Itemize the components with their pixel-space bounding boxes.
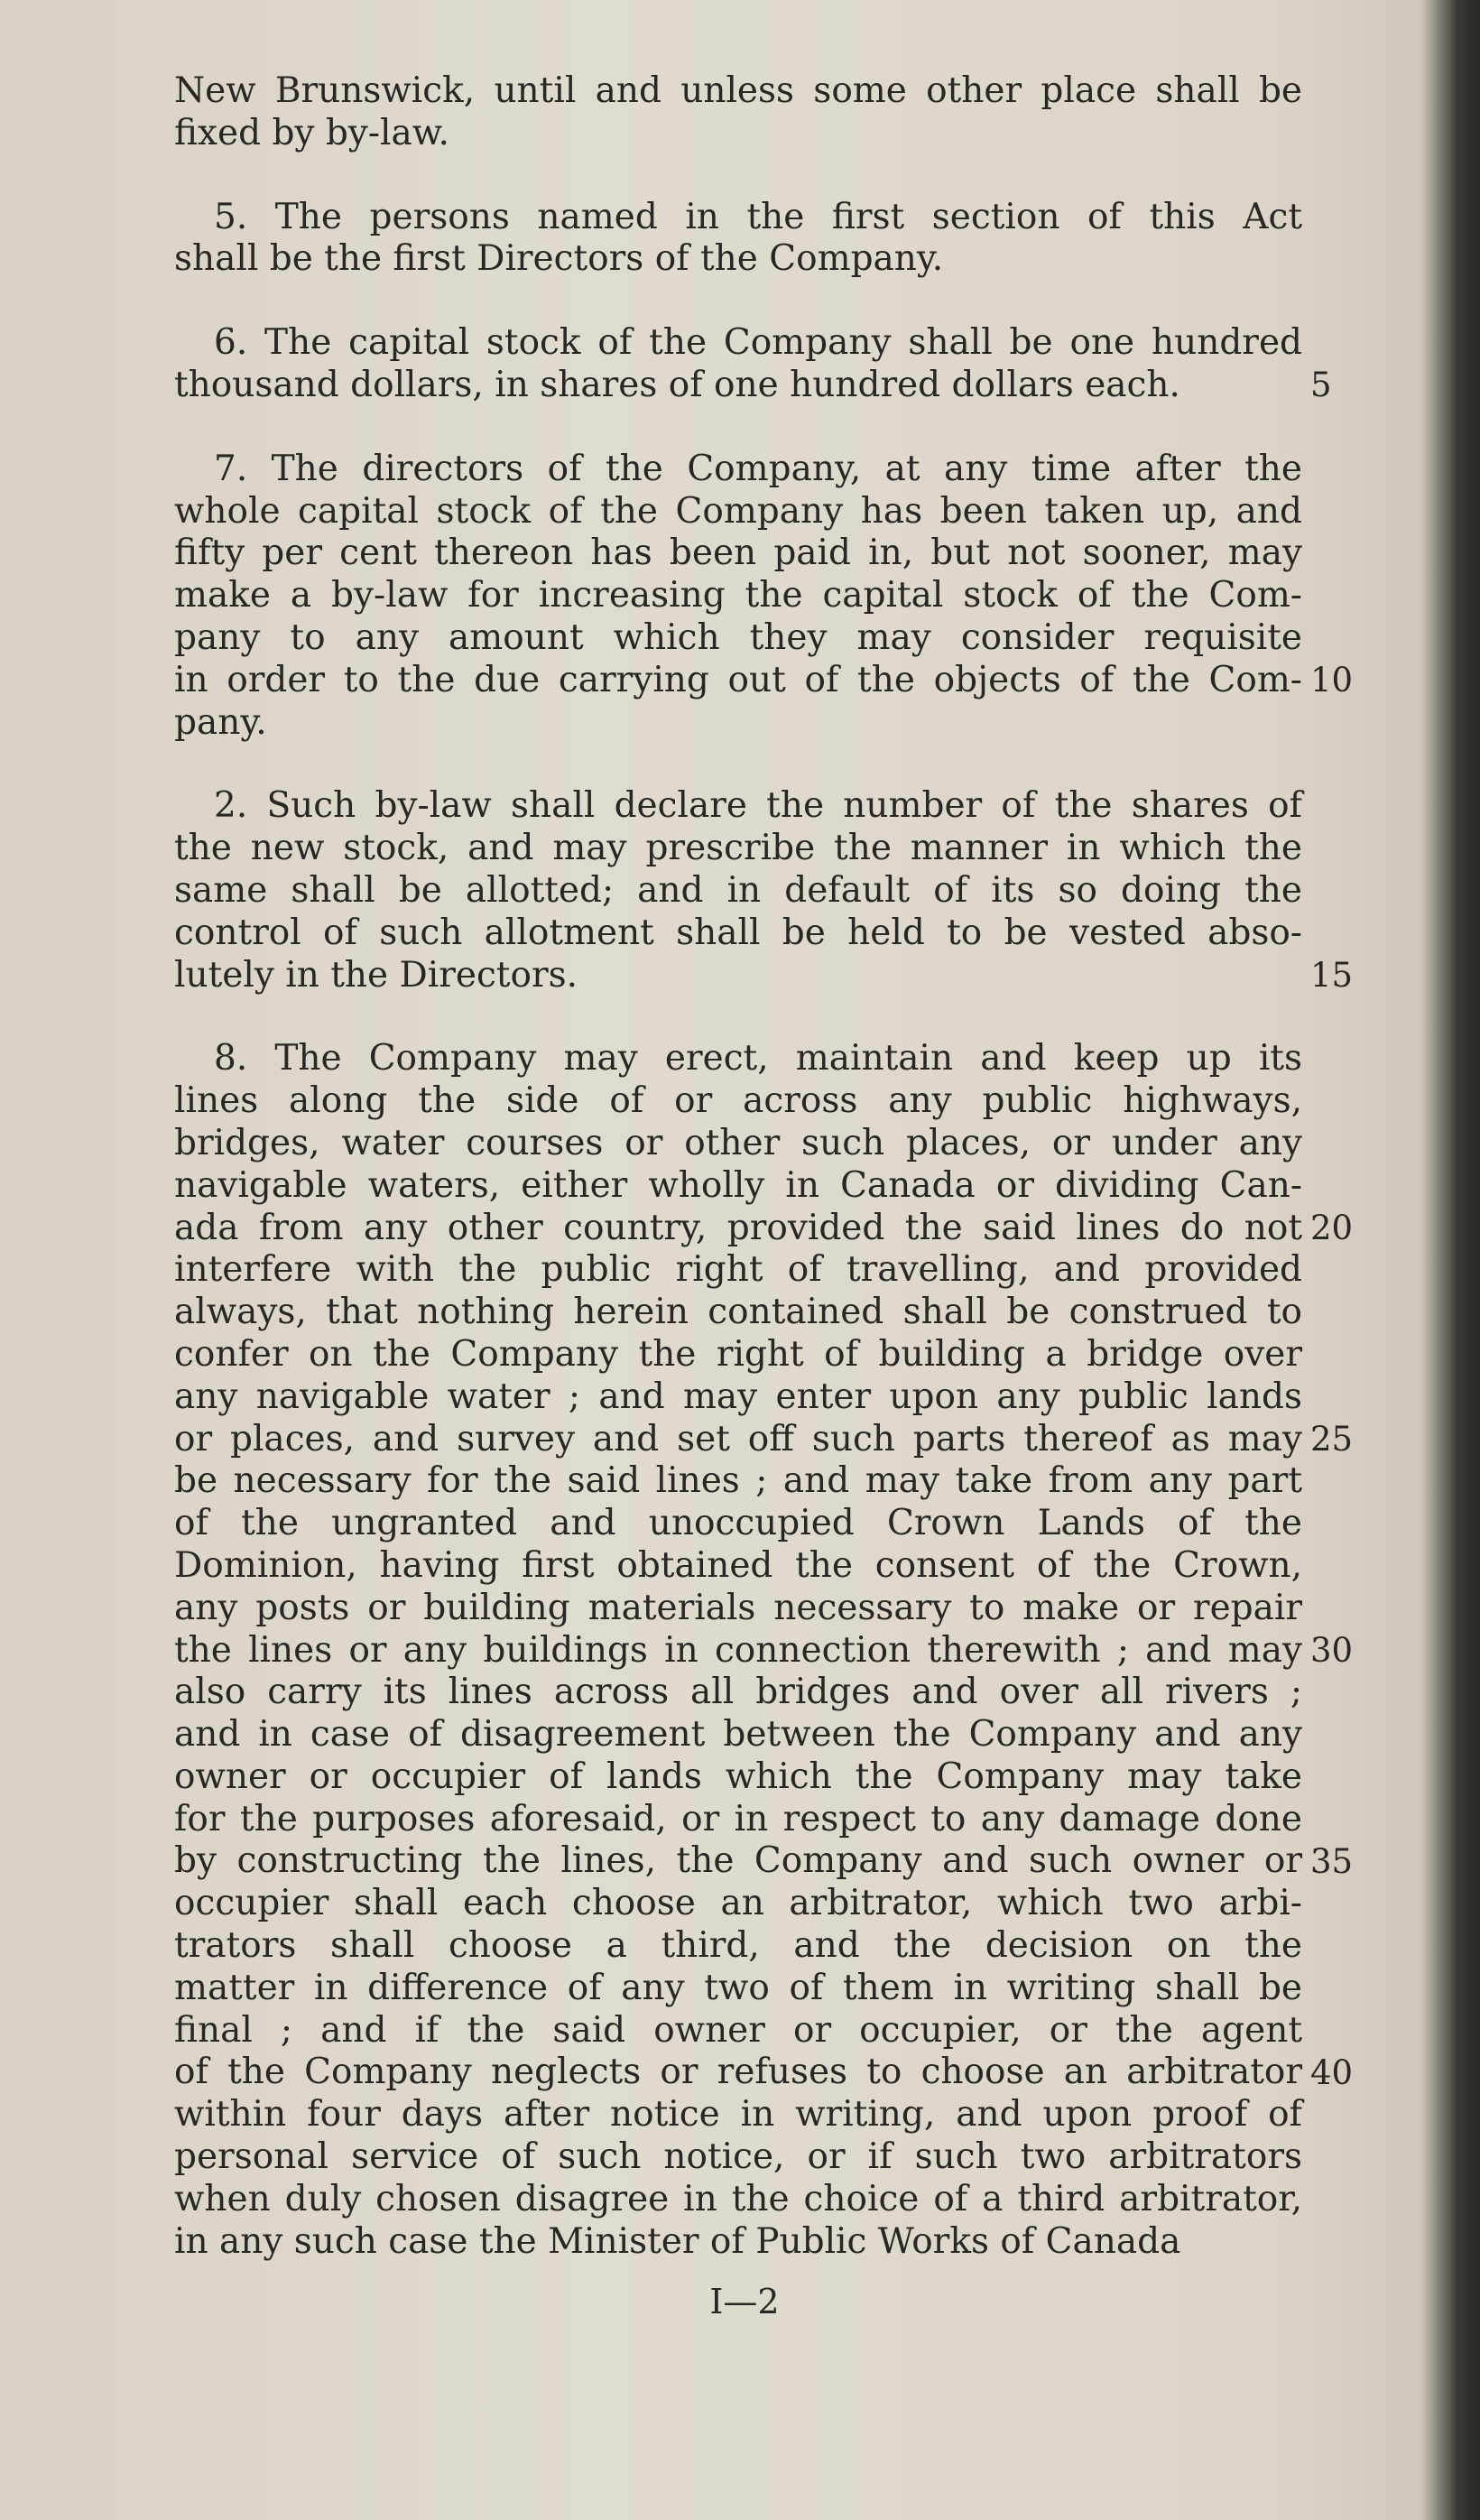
text-line: confer on the Company the right of building a bridge over — [174, 1333, 1302, 1375]
text-line: bridges, water courses or other such places, or under any — [174, 1122, 1302, 1163]
text-line: interfere with the public right of travelling, and provided — [174, 1249, 1302, 1291]
line-number: 10 — [1310, 660, 1354, 699]
text-line: navigable waters, either wholly in Canada or dividing Can- — [174, 1164, 1302, 1206]
text-line: trators shall choose a third, and the decision on the — [174, 1925, 1302, 1967]
text-line: lines along the side of or across any public highways, — [174, 1080, 1302, 1122]
text-line: within four days after notice in writing, and upon proof of — [174, 2094, 1302, 2136]
text-line: lutely in the Directors. — [174, 954, 578, 996]
line-number: 40 — [1310, 2052, 1354, 2092]
paragraph-gap — [174, 407, 1302, 449]
text-line: 2. Such by-law shall declare the number of the shares of — [214, 785, 1302, 827]
line-number: 15 — [1310, 955, 1354, 995]
text-line: same shall be allotted; and in default of its so doing the — [174, 869, 1302, 911]
text-line: 5. The persons named in the first section of this Act — [214, 196, 1302, 237]
text-line: for the purposes aforesaid, or in respect to any damage done — [174, 1798, 1302, 1839]
text-line: any navigable water ; and may enter upon any public lands — [174, 1376, 1302, 1417]
text-line: pany. — [174, 701, 267, 743]
paragraph-section-7 — [174, 449, 1302, 745]
text-line: control of such allotment shall be held to be vested abso- — [174, 912, 1302, 953]
text-line: always, that nothing herein contained shall be construed to — [174, 1292, 1302, 1333]
text-line: 6. The capital stock of the Company shall be one hundred — [214, 322, 1302, 364]
body-text — [174, 70, 1302, 2263]
text-line: Dominion, having first obtained the consent of the Crown, — [174, 1544, 1302, 1586]
text-line: fixed by by-law. — [174, 112, 449, 153]
text-line: whole capital stock of the Company has been taken up, and — [174, 490, 1302, 532]
text-line: shall be the first Directors of the Company. — [174, 238, 944, 280]
paragraph-gap — [174, 996, 1302, 1038]
text-line: by constructing the lines, the Company and such owner or — [174, 1840, 1302, 1882]
folio-signature: I—2 — [709, 2282, 780, 2321]
text-line: make a by-law for increasing the capital stock of the Com- — [174, 575, 1302, 616]
paragraph-gap — [174, 281, 1302, 322]
text-line: or places, and survey and set off such parts thereof as may — [174, 1418, 1302, 1459]
text-line: final ; and if the said owner or occupier, or the agent — [174, 2009, 1302, 2051]
text-line: occupier shall each choose an arbitrator, which two arbi- — [174, 1883, 1302, 1924]
line-number: 20 — [1310, 1208, 1354, 1247]
paragraph-section-6 — [174, 322, 1302, 407]
paragraph-section-5 — [174, 197, 1302, 282]
text-line: matter in difference of any two of them in writing shall be — [174, 1967, 1302, 2008]
text-line: 8. The Company may erect, maintain and keep up its — [214, 1038, 1302, 1079]
text-line: 7. The directors of the Company, at any time after the — [214, 448, 1302, 489]
line-number: 5 — [1310, 366, 1332, 404]
text-line: the new stock, and may prescribe the manner in which the — [174, 828, 1302, 869]
text-line: any posts or building materials necessary to make or repair — [174, 1587, 1302, 1628]
text-line: in any such case the Minister of Public Works of Canada — [174, 2220, 1181, 2262]
text-line: be necessary for the said lines ; and may take from any part — [174, 1460, 1302, 1502]
paragraph-section-8 — [174, 1038, 1302, 2263]
paragraph-continuation — [174, 70, 1302, 155]
text-line: New Brunswick, until and unless some other place shall be — [174, 70, 1302, 111]
paragraph-gap — [174, 744, 1302, 785]
text-line: pany to any amount which they may consider requisite — [174, 616, 1302, 658]
text-line: thousand dollars, in shares of one hundred dollars each. — [174, 364, 1180, 405]
text-line: of the ungranted and unoccupied Crown Lands of the — [174, 1503, 1302, 1544]
text-line: when duly chosen disagree in the choice of a third arbitrator, — [174, 2178, 1302, 2219]
text-line: personal service of such notice, or if such two arbitrators — [174, 2136, 1302, 2178]
text-line: also carry its lines across all bridges and over all rivers ; — [174, 1672, 1302, 1713]
paragraph-section-7-2 — [174, 785, 1302, 996]
text-line: fifty per cent thereon has been paid in, but not sooner, may — [174, 533, 1302, 574]
text-line: the lines or any buildings in connection therewith ; and may — [174, 1629, 1302, 1671]
text-line: in order to the due carrying out of the objects of the Com- — [174, 659, 1302, 700]
line-number: 30 — [1310, 1630, 1354, 1670]
text-line: owner or occupier of lands which the Company may take — [174, 1756, 1302, 1797]
paragraph-gap — [174, 155, 1302, 197]
line-number: 25 — [1310, 1419, 1354, 1459]
text-line: of the Company neglects or refuses to choose an arbitrator — [174, 2052, 1302, 2093]
text-line: ada from any other country, provided the said lines do not — [174, 1207, 1302, 1248]
line-number: 35 — [1310, 1841, 1354, 1881]
text-line: and in case of disagreement between the Company and any — [174, 1714, 1302, 1756]
